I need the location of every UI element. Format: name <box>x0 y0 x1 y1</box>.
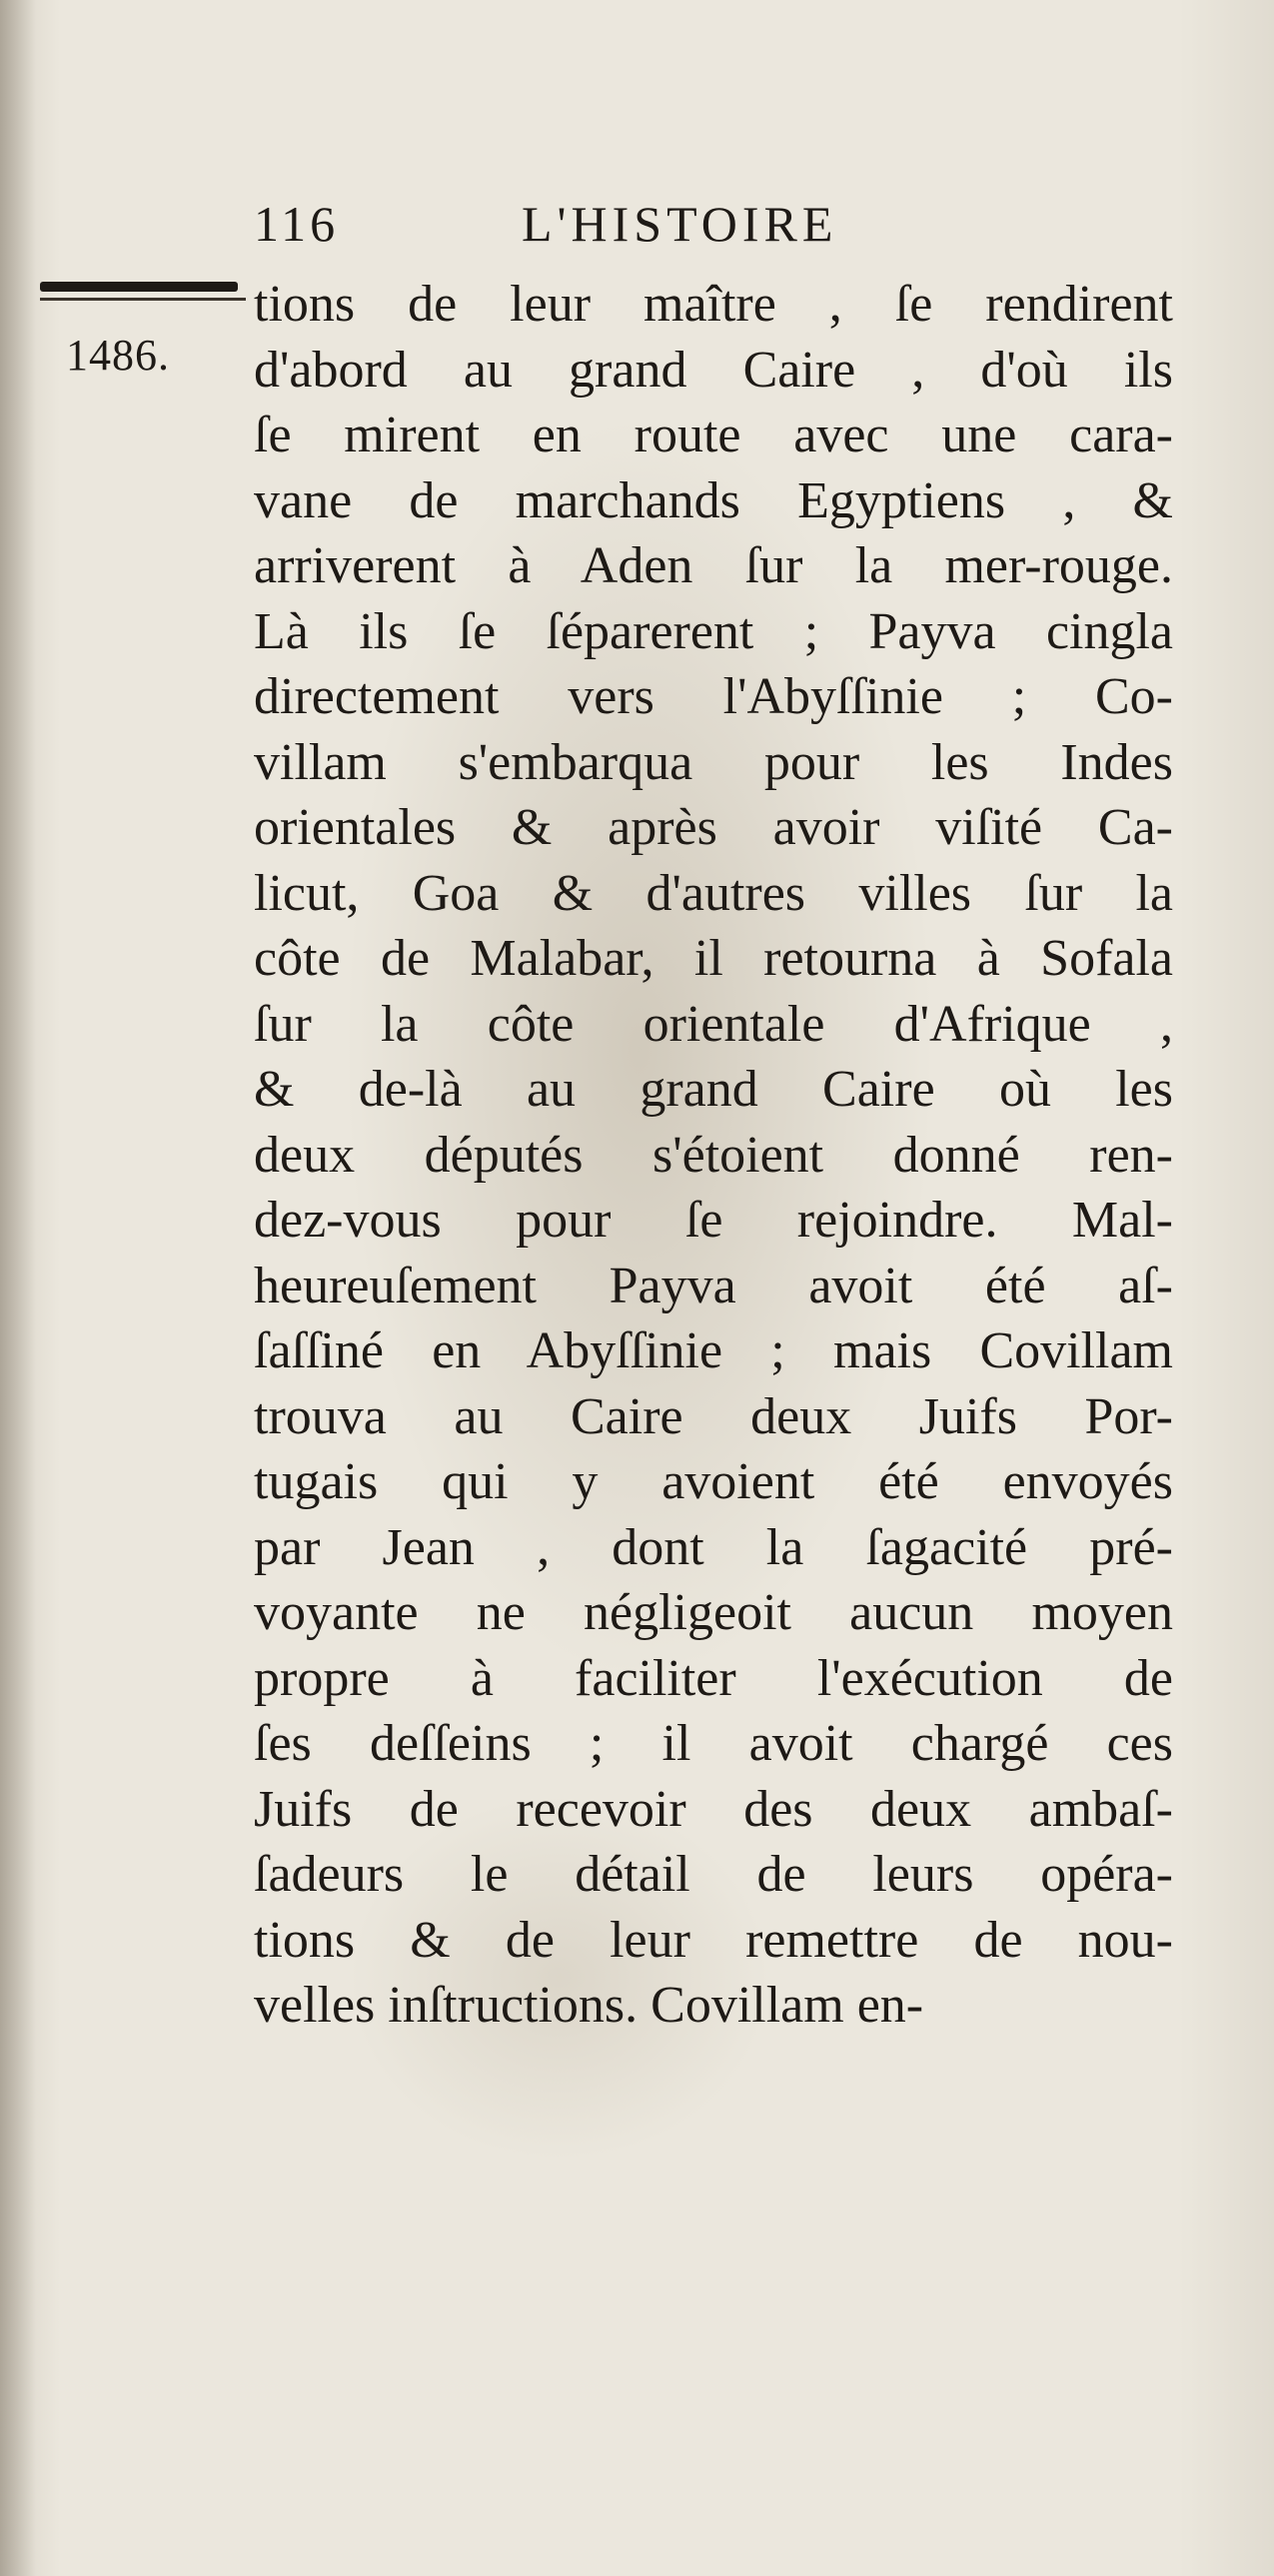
text-line: heureuſement Payva avoit été aſ- <box>254 1257 1173 1314</box>
body-text <box>254 272 1173 2039</box>
text-line: velles inſtructions. Covillam en- <box>254 1977 924 2034</box>
text-line: tions de leur maître , ſe rendirent <box>254 276 1173 333</box>
text-line: ſur la côte orientale d'Afrique , <box>254 995 1173 1053</box>
text-line: villam s'embarqua pour les Indes <box>254 733 1173 791</box>
text-line: arriverent à Aden ſur la mer-rouge. <box>254 537 1173 594</box>
text-line: orientales & après avoir viſité Ca- <box>254 799 1173 856</box>
text-line: deux députés s'étoient donné ren- <box>254 1126 1173 1184</box>
text-line: trouva au Caire deux Juifs Por- <box>254 1387 1173 1445</box>
text-line: directement vers l'Abyſſinie ; Co- <box>254 668 1173 725</box>
margin-rule <box>40 282 238 292</box>
text-line: ſaſſiné en Abyſſinie ; mais Covillam <box>254 1322 1173 1379</box>
text-line: ſadeurs le détail de leurs opéra- <box>254 1846 1173 1903</box>
text-line: tions & de leur remettre de nou- <box>254 1911 1173 1969</box>
text-line: dez-vous pour ſe rejoindre. Mal- <box>254 1192 1173 1249</box>
text-line: d'abord au grand Caire , d'où ils <box>254 341 1173 399</box>
page-header <box>254 195 953 265</box>
text-line: Là ils ſe ſéparerent ; Payva cingla <box>254 602 1173 660</box>
text-line: par Jean , dont la ſagacité pré- <box>254 1518 1173 1576</box>
text-line: & de-là au grand Caire où les <box>254 1061 1173 1118</box>
text-line: tugais qui y avoient été envoyés <box>254 1453 1173 1510</box>
text-line: propre à faciliter l'exécution de <box>254 1649 1173 1707</box>
margin-rule-thin <box>40 298 246 301</box>
text-line: ſes deſſeins ; il avoit chargé ces <box>254 1715 1173 1772</box>
text-line: licut, Goa & d'autres villes ſur la <box>254 864 1173 922</box>
page-number: 116 <box>254 196 340 252</box>
spine-shadow <box>0 0 36 2576</box>
margin-date: 1486. <box>66 331 170 380</box>
text-line: ſe mirent en route avec une cara- <box>254 407 1173 463</box>
running-head: L'HISTOIRE <box>522 196 838 252</box>
text-line: voyante ne négligeoit aucun moyen <box>254 1584 1173 1641</box>
text-line: vane de marchands Egyptiens , & <box>254 471 1173 529</box>
text-line: Juifs de recevoir des deux ambaſ- <box>254 1780 1173 1838</box>
text-line: côte de Malabar, il retourna à Sofala <box>254 930 1173 987</box>
